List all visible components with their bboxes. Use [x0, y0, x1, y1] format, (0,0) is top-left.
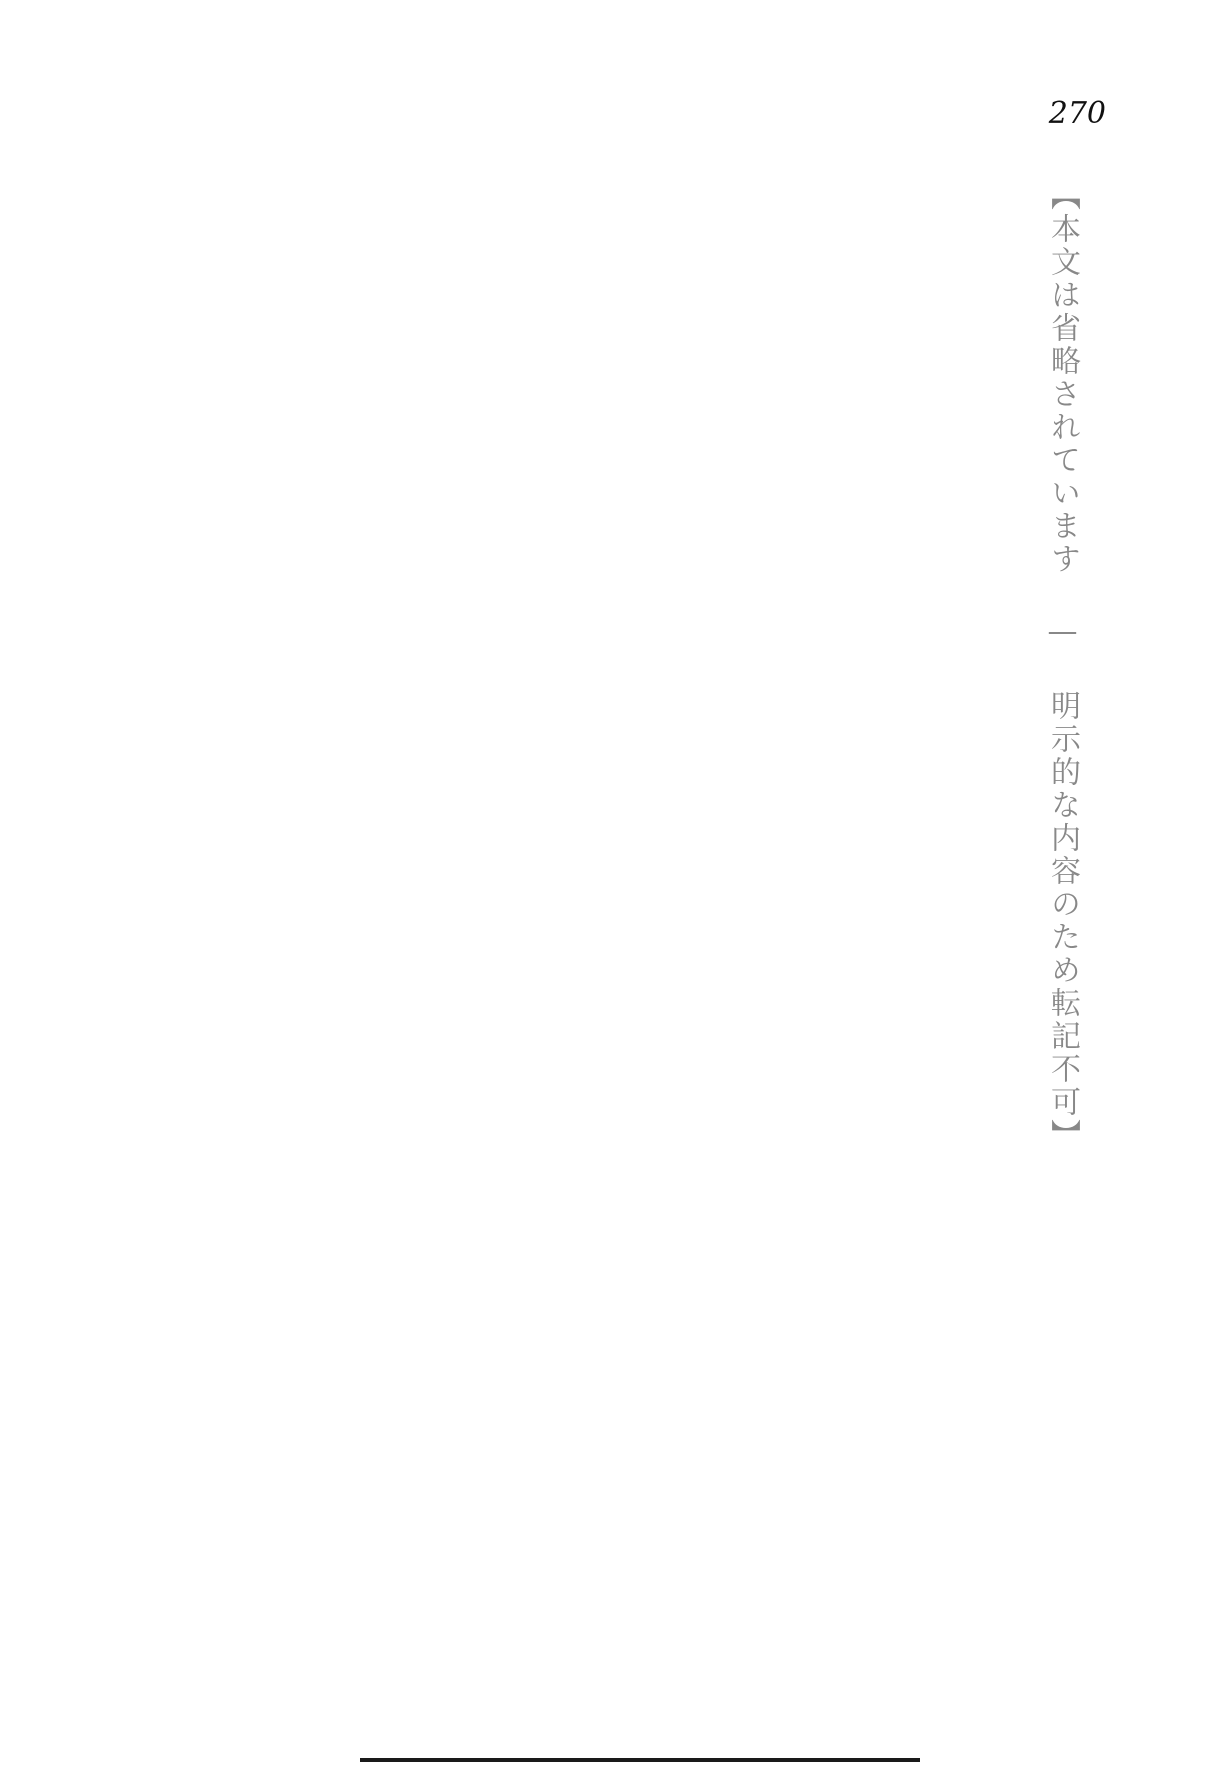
- redacted-body-text: 【本文は省略されています — 明示的な内容のため転記不可】: [1045, 180, 1080, 1152]
- page-number: 270: [1048, 96, 1106, 131]
- page-bottom-rule: [360, 1758, 920, 1762]
- body-text-area: [134, 180, 1094, 1600]
